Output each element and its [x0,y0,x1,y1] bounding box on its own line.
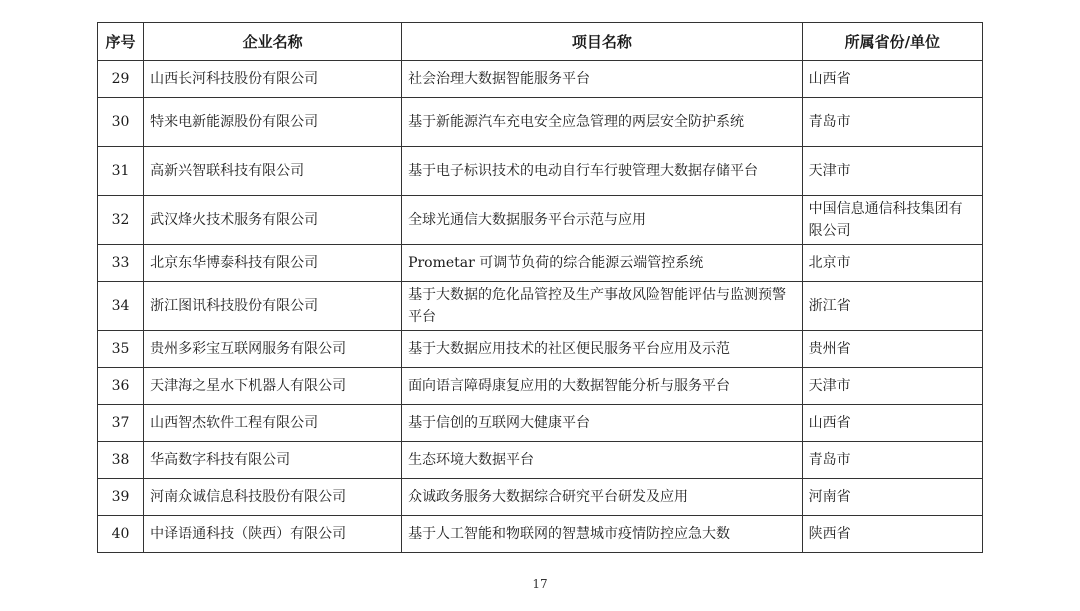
row-project: 基于电子标识技术的电动自行车行驶管理大数据存储平台 [402,147,803,196]
row-company: 武汉烽火技术服务有限公司 [144,196,402,245]
row-region: 北京市 [802,245,982,282]
row-project: 生态环境大数据平台 [402,442,803,479]
row-project: 基于大数据的危化品管控及生产事故风险智能评估与监测预警平台 [402,282,803,331]
row-no: 33 [98,245,144,282]
row-region: 山西省 [802,405,982,442]
row-region: 山西省 [802,61,982,98]
row-no: 31 [98,147,144,196]
row-project: 全球光通信大数据服务平台示范与应用 [402,196,803,245]
row-project: 基于人工智能和物联网的智慧城市疫情防控应急大数 [402,516,803,553]
row-company: 中译语通科技（陕西）有限公司 [144,516,402,553]
table-row [98,516,983,553]
row-company: 山西智杰软件工程有限公司 [144,405,402,442]
table-row [98,98,983,147]
row-project: 社会治理大数据智能服务平台 [402,61,803,98]
header-region: 所属省份/单位 [802,23,982,61]
row-no: 37 [98,405,144,442]
table-row [98,61,983,98]
table-row [98,479,983,516]
header-company: 企业名称 [144,23,402,61]
row-no: 38 [98,442,144,479]
table-row [98,368,983,405]
row-project: 基于大数据应用技术的社区便民服务平台应用及示范 [402,331,803,368]
row-project: 基于新能源汽车充电安全应急管理的两层安全防护系统 [402,98,803,147]
page-number: 17 [532,577,548,591]
row-project: 基于信创的互联网大健康平台 [402,405,803,442]
row-region: 青岛市 [802,442,982,479]
row-no: 29 [98,61,144,98]
row-no: 34 [98,282,144,331]
table-row [98,245,983,282]
row-project: 众诚政务服务大数据综合研究平台研发及应用 [402,479,803,516]
row-company: 浙江图讯科技股份有限公司 [144,282,402,331]
row-no: 40 [98,516,144,553]
row-no: 36 [98,368,144,405]
row-project: Prometar 可调节负荷的综合能源云端管控系统 [402,245,803,282]
row-no: 32 [98,196,144,245]
row-company: 北京东华博泰科技有限公司 [144,245,402,282]
project-table [97,22,983,553]
row-company: 贵州多彩宝互联网服务有限公司 [144,331,402,368]
row-company: 特来电新能源股份有限公司 [144,98,402,147]
header-no: 序号 [98,23,144,61]
table-row [98,442,983,479]
row-company: 高新兴智联科技有限公司 [144,147,402,196]
row-region: 河南省 [802,479,982,516]
table-row [98,405,983,442]
table-row [98,282,983,331]
row-region: 陕西省 [802,516,982,553]
table-row [98,147,983,196]
project-table-container [97,22,983,553]
row-no: 39 [98,479,144,516]
row-company: 河南众诚信息科技股份有限公司 [144,479,402,516]
row-region: 天津市 [802,147,982,196]
row-region: 天津市 [802,368,982,405]
table-row [98,331,983,368]
row-region: 青岛市 [802,98,982,147]
row-company: 山西长河科技股份有限公司 [144,61,402,98]
row-company: 天津海之星水下机器人有限公司 [144,368,402,405]
row-no: 35 [98,331,144,368]
row-region: 中国信息通信科技集团有限公司 [802,196,982,245]
row-region: 贵州省 [802,331,982,368]
row-company: 华高数字科技有限公司 [144,442,402,479]
table-row [98,196,983,245]
row-region: 浙江省 [802,282,982,331]
row-project: 面向语言障碍康复应用的大数据智能分析与服务平台 [402,368,803,405]
row-no: 30 [98,98,144,147]
header-project: 项目名称 [402,23,803,61]
table-header-row [98,23,983,61]
